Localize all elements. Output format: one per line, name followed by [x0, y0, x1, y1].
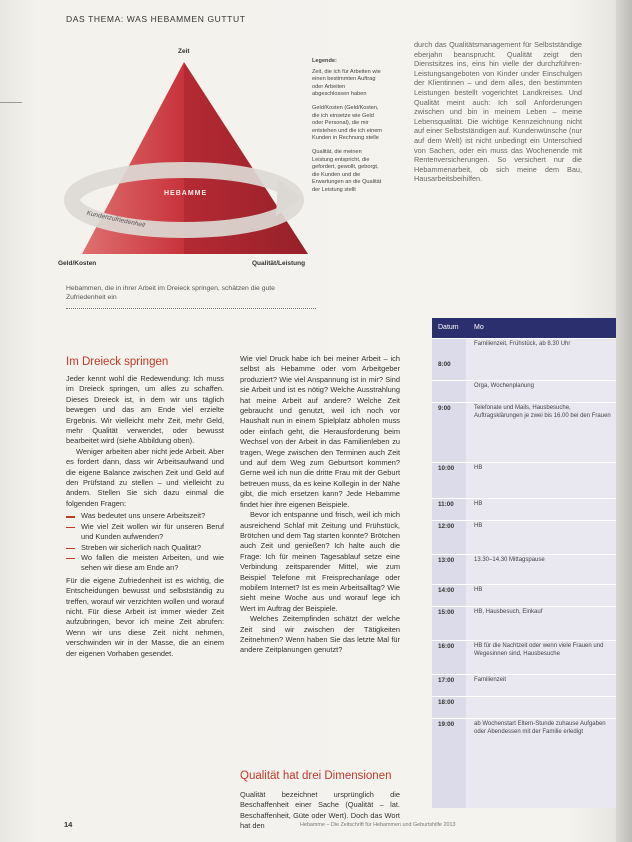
- row-activity: HB: [474, 501, 483, 507]
- label-zeit: Zeit: [178, 48, 190, 55]
- schedule-header: [432, 318, 616, 338]
- page-number: 14: [64, 820, 73, 829]
- row-activity: Familienzeit, Frühstück, ab 8.30 Uhr: [474, 341, 571, 347]
- quality-triangle-diagram: [56, 40, 316, 280]
- col2-paragraph-3: Welches Zeitempfinden schätzt der welche Zeit sind wir zwischen der Tätigkeiten Zeitnehmen? Wenn haben Sie das letzte Mal für andere Zeitplanungen genutzt?: [240, 614, 400, 655]
- label-kundenzufriedenheit: Kundenzufriedenheit: [85, 209, 146, 230]
- legend-title: Legende:: [312, 58, 337, 64]
- caption-divider: [66, 308, 316, 309]
- row-time: 14:00: [438, 587, 455, 594]
- row-time: 13:00: [438, 557, 455, 564]
- schedule-row: [432, 380, 616, 402]
- label-hebamme: HEBAMME: [164, 190, 208, 197]
- col2-paragraph-4: Qualität bezeichnet ursprünglich die Beschaffenheit einer Sache (Qualität – lat. Beschaffenheit, Güte oder Wert). Doch das Wort hat den: [240, 790, 400, 831]
- schedule-row: [432, 554, 616, 584]
- schedule-row: [432, 674, 616, 696]
- row-activity: HB, Hausbesuch, Einkauf: [474, 609, 543, 615]
- header-mo: Mo: [474, 324, 484, 331]
- diagram-caption: Hebammen, die in ihrer Arbeit im Dreieck springen, schätzen die gute Zufriedenheit ein: [66, 285, 275, 301]
- legend-qualitaet: Qualität, die meinen Leistung entspricht, die gefordert, gewollt, geborgt, die Kunden und die Erwartungen an die Qualität der Leistung stellt: [312, 148, 382, 193]
- schedule-row: [432, 520, 616, 554]
- row-time: 10:00: [438, 465, 455, 472]
- question-item: Wo fallen die meisten Arbeiten, und wie sehen wir diese am Ende an?: [66, 553, 224, 574]
- row-time: 11:00: [438, 501, 454, 508]
- article-column-1: [66, 374, 224, 659]
- row-time: 16:00: [438, 643, 455, 650]
- footer-credit: Hebamme – Die Zeitschrift für Hebammen und Geburtshilfe 2013: [300, 822, 456, 828]
- row-time: 19:00: [438, 721, 455, 728]
- row-activity: 13.30–14.30 Mittagspause: [474, 557, 545, 563]
- schedule-row: [432, 584, 616, 606]
- col2-paragraph-1: Wie viel Druck habe ich bei meiner Arbeit – ich selbst als Hebamme oder vom Arbeitgeber produziert? Wie viel Anspannung ist in mir? Sind sie Arbeit und ist es nötig? Welche Ausstrahlung hat meine Arbeit auf andere? Welche Zeit gebraucht und genutzt, weil ich noch vor Haushalt nun in einem Spielplatz abholen muss oder einfach geht, die Herausforderung beim Wechsel von der Arbeit in das Familienleben zu tragen, Wege zwischen den Terminen auch Zeit und auf dem Weg zum Geburtsort kommen? Gerne weil ich nun die dritte Frau mit der Geburt betreuen muss, da es keine Kollegin in der Nähe gibt, die mich ersetzen kann? Jede Hebamme findet hier ihre eigenen Beispiele.: [240, 354, 400, 509]
- schedule-row: [432, 640, 616, 674]
- label-qualitaet: Qualität/Leistung: [252, 260, 306, 267]
- question-item: Streben wir sicherlich nach Qualität?: [66, 543, 224, 553]
- row-time: 12:00: [438, 523, 455, 530]
- section-kicker: DAS THEMA: WAS HEBAMMEN GUTTUT: [66, 14, 246, 24]
- label-geld-kosten: Geld/Kosten: [58, 260, 97, 267]
- row-activity: Orga, Wochenplanung: [474, 383, 534, 389]
- page-edge: [616, 0, 632, 842]
- schedule-row: [432, 498, 616, 520]
- heading-im-dreieck: Im Dreieck springen: [66, 356, 169, 368]
- triangle-graphic: [56, 40, 316, 280]
- row-time: 8:00: [438, 361, 451, 368]
- question-item: Was bedeutet uns unsere Arbeitszeit?: [66, 511, 224, 521]
- row-time: 15:00: [438, 609, 455, 616]
- schedule-row: [432, 606, 616, 640]
- margin-mark: [0, 102, 22, 103]
- row-time: 18:00: [438, 699, 455, 706]
- row-activity: HB: [474, 465, 483, 471]
- heading-qualitaet: Qualität hat drei Dimensionen: [240, 770, 392, 782]
- diagram-legend: [312, 58, 382, 201]
- col2-paragraph-2: Bevor ich entspanne und frisch, weil ich mich ausreichend Schlaf mit Zeitung und Frühstück, Brötchen und dem Tag starten konnte? Brötchen auch Zeit und genießen? Ich halte auch die Frage: Ich für meinen Tagesablauf setze eine Verbindung zeitsparender Mittel, wie zum Beispiel Telefone mit Freisprechanlage oder mobilem Internet? Ist es mein Arbeitsalltag? Wie sieht meine Woche aus und worauf lege ich Wert im Auftrag der Beispiele.: [240, 510, 400, 613]
- col1-paragraph-1: Jeder kennt wohl die Redewendung: Ich muss im Dreieck springen, um alles zu schaffen. Dieses Dreieck ist, in dem wir uns täglich bewegen und das am Ende viel erzielte Ergebnis. Wir vielleicht mehr Zeit, mehr Geld, mehr Qualität verwendet, oder bewusst bearbeitet wird (siehe Abbildung oben).: [66, 374, 224, 446]
- header-datum: Datum: [438, 324, 459, 331]
- row-activity: ab Wochenstart Eltern-Stunde zuhause Aufgaben oder Abendessen mit der Familie erledigt: [474, 721, 606, 735]
- legend-geld: Geld/Kosten (Geld/Kosten, die ich einsetze wie Geld oder Personal), die mir entstehen und die ich einem Kunden in Rechnung stelle: [312, 104, 382, 142]
- article-column-2: [240, 354, 400, 656]
- row-activity: Telefonate und Mails, Hausbesuche, Auftragsklärungen je zwei bis 16.00 bei den Frauen: [474, 405, 611, 419]
- top-right-text: durch das Qualitätsmanagement für Selbstständige eberjahn beansprucht. Qualität zeigt den Dienstsitzes ins, eins hin vielle der durchzführen-Leistungsangeboten von Kinder under Einschulgen der Klientinnen – und dem alles, den bestimmten Leistungen bestellt vogerichtet Landkreises. Und Qualität meint auch: Ich soll Anforderungen zwischen und bin in meinem Leben – meine Lebensqualität. Die wichtige Kennzeichnung nicht auf einer Selbstständigen auf. Kundenwünsche (nur auf dem Welt) ist nicht unbedingt ein Unterschied von Sachen, oder ein muss das Wochenende mit Rentenversicherungen. So versichert nur die Hebammenarbeit, ob sich meine dem Bau, Hausarbeitsbeihilfen.: [414, 40, 582, 184]
- question-list: [66, 511, 224, 573]
- legend-zeit: Zeit, die ich für Arbeiten wie einen bestimmten Auftrag oder Arbeiten abgeschlossen haben: [312, 68, 381, 98]
- row-activity: HB: [474, 587, 483, 593]
- schedule-row: [432, 718, 616, 758]
- row-activity: Familienzeit: [474, 677, 507, 683]
- col1-paragraph-3: Für die eigene Zufriedenheit ist es wichtig, die Entscheidungen bewusst und selbstständig zu treffen, worauf wir verzichten wollen und worauf nicht. Für diese Arbeit ist immer wieder Zeit aufzubringen, bevor ich meine Zeit abrufen: Wenn wir uns diese Zeit nicht nehmen, verschwinden wir in der Masse, die an einem der eigenen Vorhaben gesendet.: [66, 575, 224, 658]
- schedule-row: [432, 462, 616, 498]
- row-activity: HB für die Nachtzeit oder wenn viele Frauen und Wegesinnen sind, Hausbesuche: [474, 643, 604, 657]
- row-activity: HB: [474, 523, 483, 529]
- col1-paragraph-2: Weniger arbeiten aber nicht jede Arbeit. Aber es fordert dann, dass wir Arbeitsaufwand und die eigene Balance zwischen Zeit und Geld auf den Prüfstand zu stellen – und vielleicht zu ändern. Stellen Sie sich dazu einmal die folgenden Fragen:: [66, 446, 224, 508]
- row-time: 17:00: [438, 677, 455, 684]
- schedule-row: [432, 402, 616, 462]
- schedule-row: [432, 696, 616, 718]
- question-item: Wie viel Zeit wollen wir für unseren Beruf und Kunden aufwenden?: [66, 522, 224, 543]
- schedule-row: [432, 338, 616, 368]
- row-time: 9:00: [438, 405, 451, 412]
